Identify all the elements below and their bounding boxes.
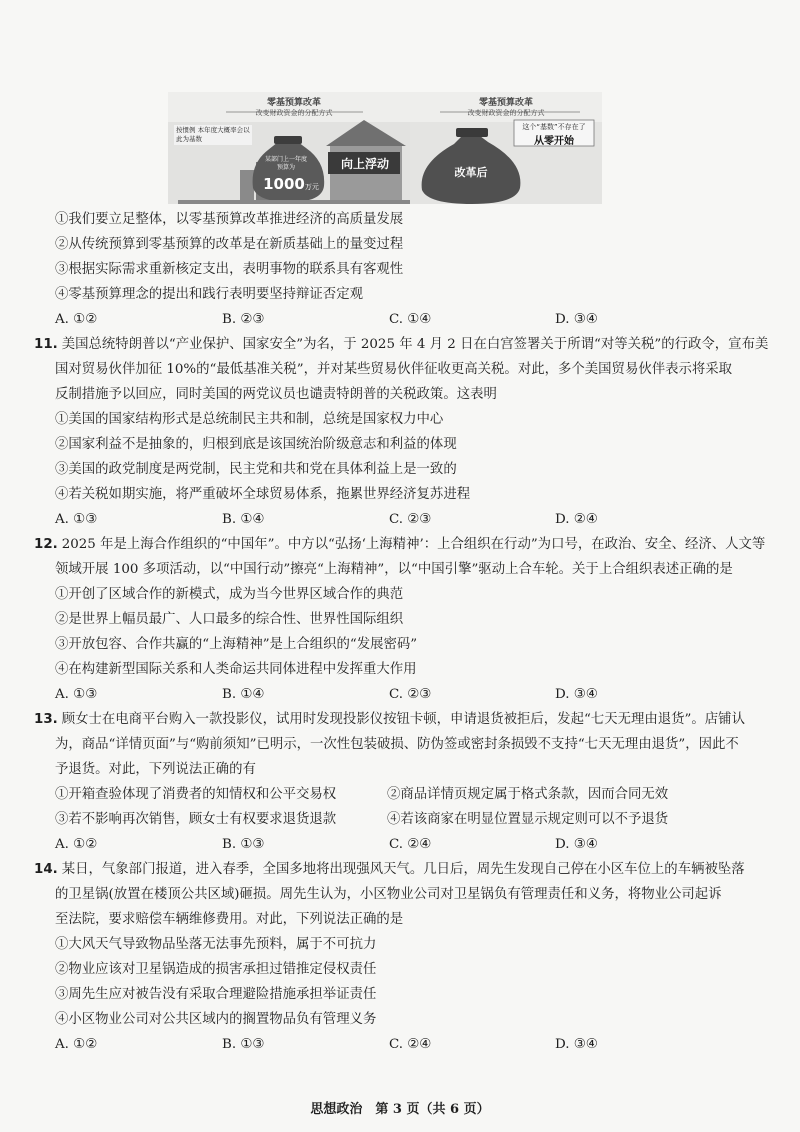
q12-number: 12. <box>34 537 58 552</box>
q14-option-3: ③周先生应对被告没有采取合理避险措施承担举证责任 <box>55 987 377 1002</box>
q14-option-2: ②物业应该对卫星锅造成的损害承担过错推定侵权责任 <box>55 962 377 977</box>
q14-option-4: ④小区物业公司对公共区域内的搁置物品负有管理义务 <box>55 1012 377 1027</box>
q13-stem-1: 顾女士在电商平台购入一款投影仪，试用时发现投影仪按钮卡顿，申请退货被拒后，发起“七天无理由退货”。店铺认 <box>61 712 745 727</box>
q13-options-row-1 <box>55 786 695 804</box>
q12-option-4: ④在构建新型国际关系和人类命运共同体进程中发挥重大作用 <box>55 662 417 677</box>
q11-choice-a[interactable]: A. ①③ <box>55 512 98 527</box>
q12-stem-line-1 <box>34 536 765 554</box>
q11-option-4: ④若关税如期实施，将严重破坏全球贸易体系，拖累世界经济复苏进程 <box>55 487 471 502</box>
q13-choice-c[interactable]: C. ②④ <box>389 837 432 852</box>
q14-choice-d[interactable]: D. ③④ <box>555 1037 598 1052</box>
q14-choice-b[interactable]: B. ①③ <box>222 1037 265 1052</box>
figure-left-amount <box>254 174 328 193</box>
figure-right-title: 零基预算改革 <box>478 98 533 108</box>
q11-choice-b[interactable]: B. ①④ <box>222 512 265 527</box>
q10-option-2: ②从传统预算到零基预算的改革是在新质基础上的量变过程 <box>55 237 404 252</box>
figure-left-amount-value: 1000 <box>263 175 305 193</box>
figure-right-bag-label: 改革后 <box>454 166 488 179</box>
q14-choice-c[interactable]: C. ②④ <box>389 1037 432 1052</box>
q12-option-1: ①开创了区域合作的新模式，成为当今世界区域合作的典范 <box>55 587 404 602</box>
q14-number: 14. <box>34 862 58 877</box>
q10-option-4: ④零基预算理念的提出和践行表明要坚持辩证否定观 <box>55 287 363 302</box>
q14-option-1: ①大风天气导致物品坠落无法事先预料，属于不可抗力 <box>55 937 377 952</box>
figure-right-note-2: 从零开始 <box>534 136 574 147</box>
q12-choice-a[interactable]: A. ①③ <box>55 687 98 702</box>
q13-option-4: ④若该商家在明显位置显示规定则可以不予退货 <box>387 812 669 827</box>
figure-right-subtitle: 改变财政资金的分配方式 <box>467 109 545 117</box>
q11-stem-3: 反制措施予以回应，同时美国的两党议员也谴责特朗普的关税政策。这表明 <box>55 387 497 402</box>
q14-choice-a[interactable]: A. ①② <box>55 1037 98 1052</box>
q12-choices <box>55 686 695 704</box>
q13-option-1: ①开箱查验体现了消费者的知情权和公平交易权 <box>55 787 337 802</box>
q13-choice-b[interactable]: B. ①③ <box>222 837 265 852</box>
q12-choice-c[interactable]: C. ②③ <box>389 687 432 702</box>
q11-option-1: ①美国的国家结构形式是总统制民主共和制，总统是国家权力中心 <box>55 412 444 427</box>
figure-left-amount-unit: 万元 <box>304 183 319 191</box>
q12-choice-d[interactable]: D. ③④ <box>555 687 598 702</box>
q12-option-2: ②是世界上幅员最广、人口最多的综合性、世界性国际组织 <box>55 612 404 627</box>
q11-stem-2: 国对贸易伙伴加征 10%的“最低基准关税”，并对某些贸易伙伴征收更高关税。对此，多个美国贸易伙伴表示将采取 <box>55 362 733 377</box>
q11-option-3: ③美国的政党制度是两党制，民主党和共和党在具体利益上是一致的 <box>55 462 457 477</box>
q13-number: 13. <box>34 712 58 727</box>
figure-left-title: 零基预算改革 <box>266 98 321 108</box>
q11-number: 11. <box>34 337 58 352</box>
q13-stem-line-1 <box>34 711 745 729</box>
q13-choices <box>55 836 695 854</box>
page-footer: 思想政治 第 3 页（共 6 页） <box>310 1102 490 1117</box>
q11-choice-d[interactable]: D. ②④ <box>555 512 598 527</box>
figure-after-reform <box>410 92 602 204</box>
q14-stem-3: 至法院，要求赔偿车辆维修费用。对此，下列说法正确的是 <box>55 912 404 927</box>
q12-stem-1: 2025 年是上海合作组织的“中国年”。中方以“弘扬‘上海精神’：上合组织在行动”为口号，在政治、安全、经济、人文等 <box>61 537 766 552</box>
q14-choices <box>55 1036 695 1054</box>
q13-option-3: ③若不影响再次销售，顾女士有权要求退货退款 <box>55 812 337 827</box>
q12-option-3: ③开放包容、合作共赢的“上海精神”是上合组织的“发展密码” <box>55 637 418 652</box>
q11-stem-line-1 <box>34 336 768 354</box>
q11-stem-1: 美国总统特朗普以“产业保护、国家安全”为名，于 2025 年 4 月 2 日在白宫签署关于所谓“对等关税”的行政令，宣布美 <box>61 337 769 352</box>
q10-choice-a[interactable]: A. ①② <box>55 312 98 327</box>
q10-choices <box>55 311 695 329</box>
q13-option-2: ②商品详情页规定属于格式条款，因而合同无效 <box>387 787 669 802</box>
q11-choices <box>55 511 695 529</box>
figure-right-note-1: 这个“基数”不存在了 <box>522 123 586 131</box>
q13-stem-2: 为，商品“详情页面”与“购前须知”已明示，一次性包装破损、防伪签或密封条损毁不支持“七天无理由退货”，因此不 <box>55 737 739 752</box>
q11-choice-c[interactable]: C. ②③ <box>389 512 432 527</box>
q10-option-1: ①我们要立足整体，以零基预算改革推进经济的高质量发展 <box>55 212 404 227</box>
figure-left-subtitle: 改变财政资金的分配方式 <box>255 109 333 117</box>
q13-choice-a[interactable]: A. ①② <box>55 837 98 852</box>
q14-stem-2: 的卫星锅(放置在楼顶公共区域)砸损。周先生认为，小区物业公司对卫星锅负有管理责任和义务，将物业公司起诉 <box>55 887 722 902</box>
q14-stem-line-1 <box>34 861 745 879</box>
q10-choice-c[interactable]: C. ①④ <box>389 312 432 327</box>
q10-choice-d[interactable]: D. ③④ <box>555 312 598 327</box>
q13-options-row-2 <box>55 811 695 829</box>
q12-stem-2: 领域开展 100 多项活动，以“中国行动”擦亮“上海精神”，以“中国引擎”驱动上合车轮。关于上合组织表述正确的是 <box>55 562 733 577</box>
figure-left-arrow-label: 向上浮动 <box>340 157 389 171</box>
figure-before-reform <box>168 92 420 204</box>
figure-left-note: 按惯例 本年度大概率会以此为基数 <box>174 125 252 145</box>
q13-choice-d[interactable]: D. ③④ <box>555 837 598 852</box>
figure-left-bag-label: 某部门上一年度预算为 <box>264 156 307 171</box>
q10-choice-b[interactable]: B. ②③ <box>222 312 265 327</box>
q12-choice-b[interactable]: B. ①④ <box>222 687 265 702</box>
q11-option-2: ②国家利益不是抽象的，归根到底是该国统治阶级意志和利益的体现 <box>55 437 457 452</box>
q14-stem-1: 某日，气象部门报道，进入春季，全国多地将出现强风天气。几日后，周先生发现自己停在小区车位上的车辆被坠落 <box>61 862 745 877</box>
q13-stem-3: 予退货。对此，下列说法正确的有 <box>55 762 256 777</box>
q10-option-3: ③根据实际需求重新核定支出，表明事物的联系具有客观性 <box>55 262 404 277</box>
